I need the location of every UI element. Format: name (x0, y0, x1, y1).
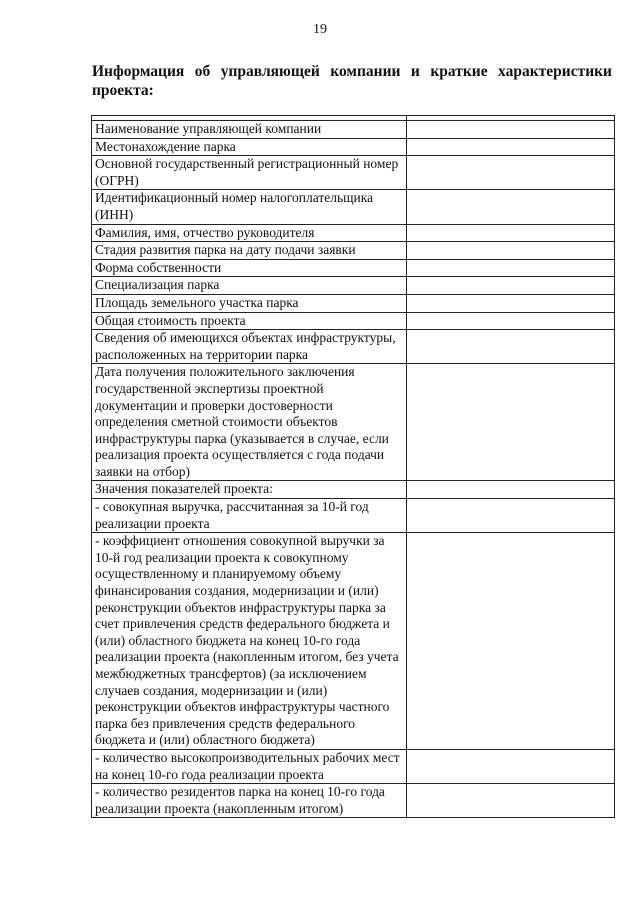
table-row (92, 749, 615, 783)
row-value-field[interactable] (407, 242, 615, 260)
row-value-field[interactable] (407, 784, 615, 818)
table-row (92, 330, 615, 364)
table-row (92, 364, 615, 481)
row-value-field[interactable] (407, 138, 615, 156)
row-label: Специализация парка (92, 277, 407, 295)
row-label: Форма собственности (92, 259, 407, 277)
project-info-table (91, 115, 615, 818)
table-row (92, 294, 615, 312)
table-row (92, 121, 615, 139)
row-value-field[interactable] (407, 749, 615, 783)
table-row (92, 499, 615, 533)
row-label: Стадия развития парка на дату подачи заявки (92, 242, 407, 260)
row-value-field[interactable] (407, 533, 615, 750)
row-label: Площадь земельного участка парка (92, 294, 407, 312)
table-row (92, 259, 615, 277)
row-label: Дата получения положительного заключения государственной экспертизы проектной документации и проверки достоверности определения сметной стоимости объектов инфраструктуры парка (указывается в случае, если реализация проекта осуществляется с года подачи заявки на отбор) (92, 364, 407, 481)
section-heading-line-2: проекта: (92, 82, 154, 99)
table-row (92, 481, 615, 499)
table-row (92, 138, 615, 156)
row-value-field[interactable] (407, 330, 615, 364)
table-row (92, 242, 615, 260)
row-value-field[interactable] (407, 499, 615, 533)
row-label: Фамилия, имя, отчество руководителя (92, 224, 407, 242)
table-row (92, 533, 615, 750)
row-value-field[interactable] (407, 294, 615, 312)
row-value-field[interactable] (407, 277, 615, 295)
table-row (92, 190, 615, 224)
row-value-field[interactable] (407, 190, 615, 224)
row-value-field[interactable] (407, 259, 615, 277)
table-row (92, 224, 615, 242)
row-value-field[interactable] (407, 364, 615, 481)
section-heading (92, 62, 612, 100)
row-value-field[interactable] (407, 156, 615, 190)
row-label: Основной государственный регистрационный номер (ОГРН) (92, 156, 407, 190)
row-label: Значения показателей проекта: (92, 481, 407, 499)
row-label: Общая стоимость проекта (92, 312, 407, 330)
row-label: Сведения об имеющихся объектах инфраструктуры, расположенных на территории парка (92, 330, 407, 364)
row-label: Идентификационный номер налогоплательщика (ИНН) (92, 190, 407, 224)
table-row (92, 156, 615, 190)
row-value-field[interactable] (407, 312, 615, 330)
row-label: - коэффициент отношения совокупной выручки за 10-й год реализации проекта к совокупному осуществленному и планируемому объему финансирования создания, модернизации и (или) реконструкции объектов инфраструктуры парка за счет привлечения средств федерального бюджета и (или) областного бюджета на конец 10-го года реализации проекта (накопленным итогом, без учета межбюджетных трансфертов) (за исключением случаев создания, модернизации и (или) реконструкции объектов инфраструктуры частного парка без привлечения средств федерального бюджета и (или) областного бюджета) (92, 533, 407, 750)
row-value-field[interactable] (407, 121, 615, 139)
row-label: - количество резидентов парка на конец 10-го года реализации проекта (накопленным итогом) (92, 784, 407, 818)
page-number: 19 (313, 22, 327, 37)
table-row (92, 312, 615, 330)
row-label: Наименование управляющей компании (92, 121, 407, 139)
row-value-field[interactable] (407, 224, 615, 242)
table-row (92, 277, 615, 295)
row-label: Местонахождение парка (92, 138, 407, 156)
row-label: - количество высокопроизводительных рабочих мест на конец 10-го года реализации проекта (92, 749, 407, 783)
table-row (92, 784, 615, 818)
row-value-field[interactable] (407, 481, 615, 499)
row-label: - совокупная выручка, рассчитанная за 10-й год реализации проекта (92, 499, 407, 533)
section-heading-line-1: Информация об управляющей компании и краткие характеристики (92, 63, 612, 80)
